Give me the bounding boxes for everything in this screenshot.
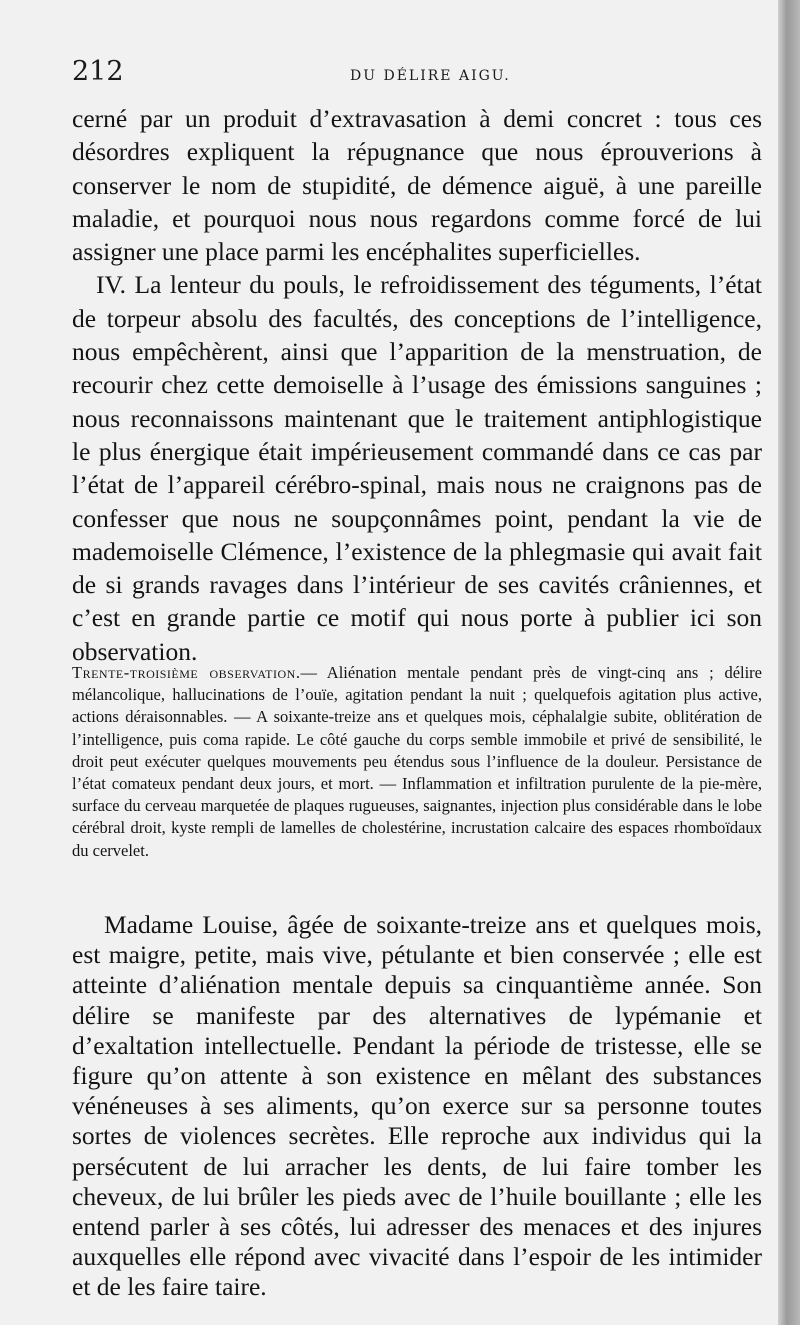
observation-paragraph xyxy=(72,662,762,862)
observation-summary xyxy=(72,662,762,862)
paragraph-iv: IV. La lenteur du pouls, le refroidissement des téguments, l’état de torpeur absolu des facultés, des conceptions de l’intelligence, nous empêchèrent, ainsi que l’apparition de la menstruation, de recourir chez cette demoiselle à l’usage des émissions sanguines ; nous reconnaissons maintenant que le traitement antiphlogistique le plus énergique était impérieusement commandé dans ce cas par l’état de l’appareil cérébro-spinal, mais nous ne craignons pas de confesser que nous ne soupçonnâmes point, pendant la vie de mademoiselle Clémence, l’existence de la phlegmasie qui avait fait de si grands ravages dans l’intérieur de ses cavités crâniennes, et c’est en grande partie ce motif qui nous porte à publier ici son observation. xyxy=(72,270,762,666)
paragraph-continued: cerné par un produit d’extravasation à demi concret : tous ces désordres expliquent la répugnance que nous éprouverions à conserver le nom de stupidité, de démence aiguë, à une pareille maladie, et pourquoi nous nous regardons comme forcé de lui assigner une place parmi les encéphalites superficielles. xyxy=(72,104,762,267)
paragraph-madame-louise: Madame Louise, âgée de soixante-treize ans et quelques mois, est maigre, petite, mais vive, pétulante et bien conservée ; elle est atteinte d’aliénation mentale depuis sa cinquantième année. Son délire se manifeste par des alternatives de lypémanie et d’exaltation intellectuelle. Pendant la période de tristesse, elle se figure qu’on attente à son existence en mêlant des substances vénéneuses à ses aliments, qu’on exerce sur sa personne toutes sortes de violences secrètes. Elle reproche aux individus qui la persécutent de lui arracher les dents, de lui faire tomber les cheveux, de lui brûler les pieds avec de l’huile bouillante ; elle les entend parler à ses côtés, lui adresser des menaces et des injures auxquelles elle répond avec vivacité dans l’espoir de les intimider et de les faire taire. xyxy=(72,910,762,1302)
running-title: DU DÉLIRE AIGU. xyxy=(350,68,511,84)
observation-heading: Trente-troisième observation. xyxy=(72,663,301,682)
page-header xyxy=(72,52,762,92)
body-text-bottom xyxy=(72,910,762,1303)
page-edge-shadow xyxy=(778,0,800,1325)
observation-text: — Aliénation mentale pendant près de vingt-cinq ans ; délire mélancolique, hallucinations de l’ouïe, agitation pendant la nuit ; quelquefois agitation plus active, actions déraisonnables. — A soixante-treize ans et quelques mois, céphalalgie subite, oblitération de l’intelligence, puis coma rapide. Le côté gauche du corps semble immobile et privé de sensibilité, le droit peut exécuter quelques mouvements peu étendus sous l’influence de la douleur. Persistance de l’état comateux pendant deux jours, et mort. — Inflammation et infiltration purulente de la pie-mère, surface du cerveau marquetée de plaques rugueuses, saignantes, injection plus considérable dans le lobe cérébral droit, kyste rempli de lamelles de cholestérine, incrustation calcaire des espaces rhomboïdaux du cervelet. xyxy=(72,663,763,860)
body-text-top xyxy=(72,102,762,668)
page-number: 212 xyxy=(72,56,124,87)
